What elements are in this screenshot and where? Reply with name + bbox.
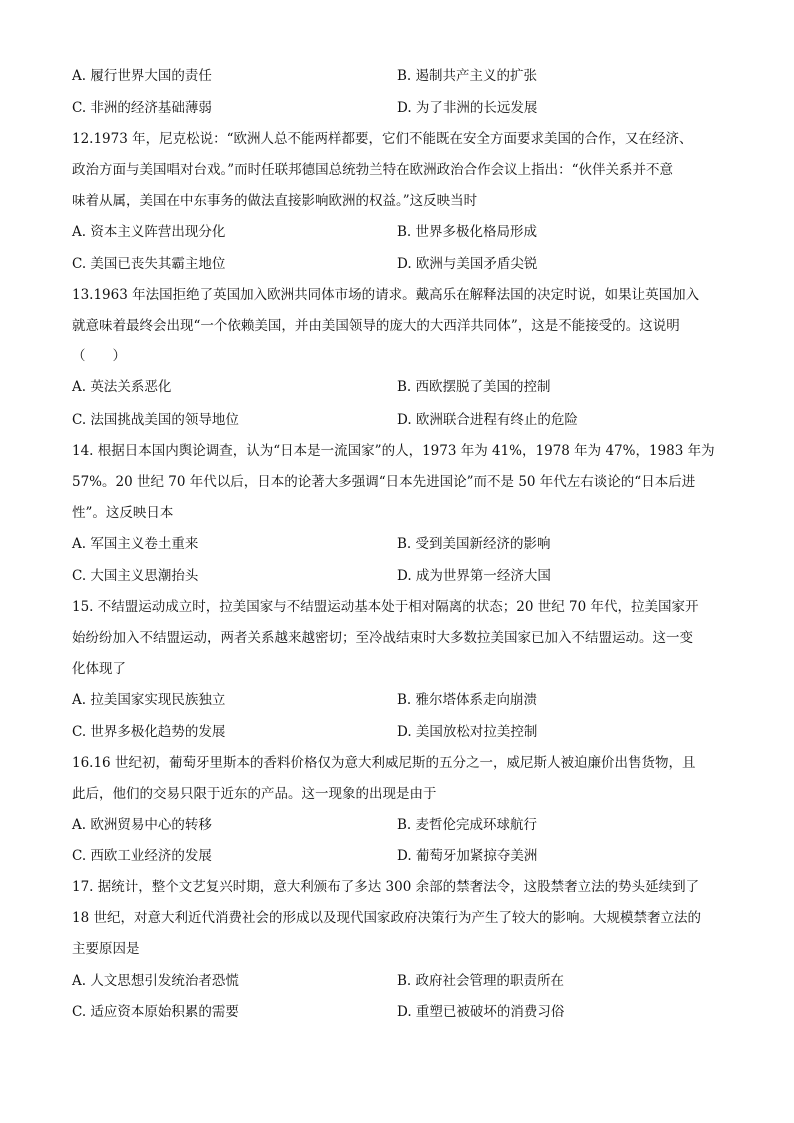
q13-option-d: D. 欧洲联合进程有终止的危险 (397, 412, 578, 428)
q13-option-a: A. 英法关系恶化 (72, 379, 172, 395)
q12-stem-line: 12.1973 年，尼克松说：“欧洲人总不能两样都要，它们不能既在安全方面要求美国的合作，又在经济、 (72, 131, 693, 147)
q11-option-c: C. 非洲的经济基础薄弱 (72, 100, 212, 116)
q17-option-a: A. 人文思想引发统治者恐慌 (72, 973, 239, 989)
q12-stem-line: 味着从属，美国在中东事务的做法直接影响欧洲的权益。”这反映当时 (72, 193, 478, 209)
q13-stem-line: （ ） (72, 348, 126, 364)
q17-option-d: D. 重塑已被破坏的消费习俗 (397, 1004, 565, 1020)
q15-option-c: C. 世界多极化趋势的发展 (72, 724, 226, 740)
q15-stem-line: 15. 不结盟运动成立时，拉美国家与不结盟运动基本处于相对隔离的状态；20 世纪 70 年代，拉美国家开 (72, 599, 699, 615)
q13-option-c: C. 法国挑战美国的领导地位 (72, 412, 239, 428)
q17-stem-line: 17. 据统计，整个文艺复兴时期，意大利颁布了多达 300 余部的禁奢法令，这股禁奢立法的势头延续到了 (72, 879, 700, 895)
q14-option-b: B. 受到美国新经济的影响 (397, 536, 551, 552)
q15-option-a: A. 拉美国家实现民族独立 (72, 692, 226, 708)
q14-option-c: C. 大国主义思潮抬头 (72, 568, 199, 584)
q16-stem-line: 16.16 世纪初，葡萄牙里斯本的香料价格仅为意大利威尼斯的五分之一，威尼斯人被迫廉价出售货物，且 (72, 755, 696, 771)
q14-stem-line: 57%。20 世纪 70 年代以后，日本的论著大多强调“日本先进国论”而不是 50 年代左右谈论的“日本后进 (72, 474, 696, 490)
q17-stem-line: 18 世纪，对意大利近代消费社会的形成以及现代国家政府决策行为产生了较大的影响。大规模禁奢立法的 (72, 910, 701, 926)
q15-stem-line: 始纷纷加入不结盟运动，两者关系越来越密切；至冷战结束时大多数拉美国家已加入不结盟运动。这一变 (72, 630, 693, 646)
q12-option-b: B. 世界多极化格局形成 (397, 224, 538, 240)
q16-option-a: A. 欧洲贸易中心的转移 (72, 817, 212, 833)
q14-option-a: A. 军国主义卷土重来 (72, 536, 199, 552)
q15-option-b: B. 雅尔塔体系走向崩溃 (397, 692, 538, 708)
q16-option-d: D. 葡萄牙加紧掠夺美洲 (397, 848, 538, 864)
q13-option-b: B. 西欧摆脱了美国的控制 (397, 379, 551, 395)
q16-stem-line: 此后，他们的交易只限于近东的产品。这一现象的出现是由于 (72, 786, 437, 802)
q17-stem-line: 主要原因是 (72, 941, 140, 957)
q14-stem-line: 14. 根据日本国内舆论调查，认为“日本是一流国家”的人，1973 年为 41%，1978 年为 47%，1983 年为 (72, 443, 715, 459)
q17-option-b: B. 政府社会管理的职责所在 (397, 973, 565, 989)
q14-stem-line: 性”。这反映日本 (72, 505, 174, 521)
q11-option-d: D. 为了非洲的长远发展 (397, 100, 538, 116)
q15-option-d: D. 美国放松对拉美控制 (397, 724, 538, 740)
q14-option-d: D. 成为世界第一经济大国 (397, 568, 551, 584)
q12-option-d: D. 欧洲与美国矛盾尖锐 (397, 256, 538, 272)
q16-option-b: B. 麦哲伦完成环球航行 (397, 817, 538, 833)
q16-option-c: C. 西欧工业经济的发展 (72, 848, 212, 864)
q13-stem-line: 13.1963 年法国拒绝了英国加入欧洲共同体市场的请求。戴高乐在解释法国的决定时说，如果让英国加入 (72, 287, 700, 303)
q13-stem-line: 就意味着最终会出现“一个依赖美国，并由美国领导的庞大的大西洋共同体”，这是不能接受的。这说明 (72, 318, 680, 334)
q12-option-a: A. 资本主义阵营出现分化 (72, 224, 226, 240)
q11-option-a: A. 履行世界大国的责任 (72, 68, 212, 84)
q11-option-b: B. 遏制共产主义的扩张 (397, 68, 538, 84)
q12-stem-line: 政治方面与美国唱对台戏。”而时任联邦德国总统勃兰特在欧洲政治合作会议上指出：“伙伴关系并不意 (72, 162, 674, 178)
q15-stem-line: 化体现了 (72, 661, 126, 677)
q17-option-c: C. 适应资本原始积累的需要 (72, 1004, 239, 1020)
q12-option-c: C. 美国已丧失其霸主地位 (72, 256, 226, 272)
